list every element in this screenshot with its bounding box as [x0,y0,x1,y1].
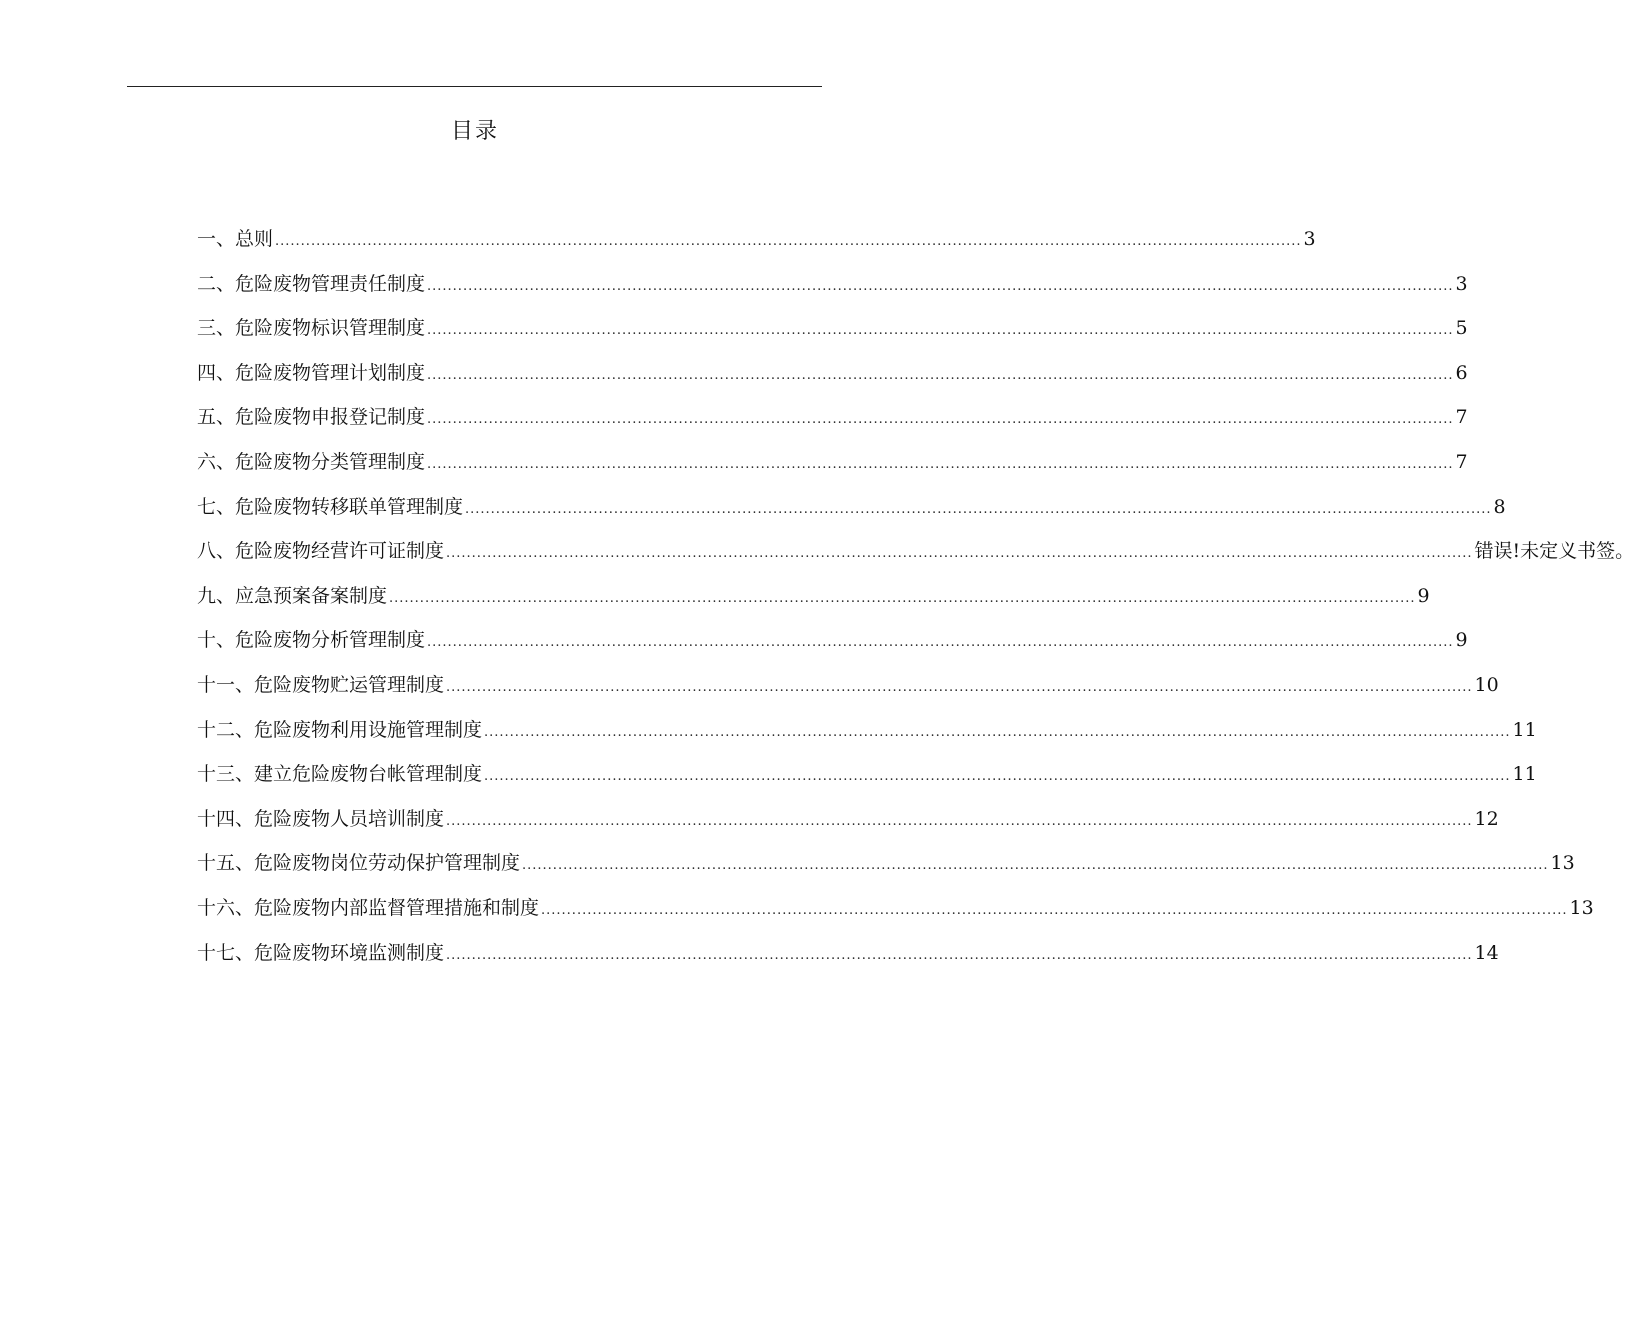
toc-dot-leader: ........................................................................................................................................................................................................ [465,501,1492,517]
toc-entry[interactable] [197,936,1499,981]
toc-dot-leader: ........................................................................................................................................................................................................ [446,546,1473,562]
toc-entry[interactable] [197,534,1634,579]
toc-entry-label: 十六、危险废物内部监督管理措施和制度 [197,896,540,919]
toc-entry-page: 9 [1455,629,1468,652]
toc-entry-label: 十七、危险废物环境监测制度 [197,941,445,964]
toc-entry[interactable] [197,668,1499,713]
toc-entry-label: 十二、危险废物利用设施管理制度 [197,718,483,741]
toc-entry[interactable] [197,579,1430,624]
toc-entry[interactable] [197,267,1468,312]
toc-entry-page: 3 [1455,272,1468,295]
toc-dot-leader: ........................................................................................................................................................................................................ [427,367,1454,383]
toc-entry-label: 四、危险废物管理计划制度 [197,361,426,384]
toc-dot-leader: ........................................................................................................................................................................................................ [427,635,1454,651]
toc-dot-leader: ........................................................................................................................................................................................................ [427,323,1454,339]
toc-entry-page: 10 [1474,673,1499,696]
toc-entry-page: 7 [1455,406,1468,429]
toc-dot-leader: ........................................................................................................................................................................................................ [484,724,1511,740]
toc-entry-label: 十、危险废物分析管理制度 [197,629,426,652]
toc-entry-label: 七、危险废物转移联单管理制度 [197,495,464,518]
toc-entry-label: 五、危险废物申报登记制度 [197,406,426,429]
toc-entry-label: 九、应急预案备案制度 [197,584,388,607]
toc-entry[interactable] [197,445,1468,490]
toc-entry-page: 8 [1493,495,1506,518]
toc-dot-leader: ........................................................................................................................................................................................................ [484,769,1511,785]
toc-entry-label: 三、危险废物标识管理制度 [197,317,426,340]
header-rule [127,86,822,87]
toc-entry-label: 十五、危险废物岗位劳动保护管理制度 [197,852,521,875]
toc-dot-leader: ........................................................................................................................................................................................................ [446,813,1473,829]
toc-entry-page: 13 [1569,896,1594,919]
toc-entry[interactable] [197,757,1537,802]
page-title: 目录 [450,119,499,144]
toc-entry-page: 6 [1455,361,1468,384]
toc-entry-page: 14 [1474,941,1499,964]
toc-entry[interactable] [197,356,1468,401]
toc-entry-page: 13 [1550,852,1575,875]
toc-entry[interactable] [197,846,1575,891]
toc-dot-leader: ........................................................................................................................................................................................................ [427,278,1454,294]
toc-dot-leader: ........................................................................................................................................................................................................ [275,234,1302,249]
toc-entry[interactable] [197,623,1468,668]
toc-entry-page: 错误!未定义书签。 [1474,540,1634,563]
toc-dot-leader: ........................................................................................................................................................................................................ [389,590,1416,606]
toc-entry-page: 7 [1455,450,1468,473]
toc-entry[interactable] [197,891,1594,936]
toc-entry[interactable] [197,802,1499,847]
toc-entry[interactable] [197,713,1537,758]
toc-entry-page: 5 [1455,317,1468,340]
toc-dot-leader: ........................................................................................................................................................................................................ [427,412,1454,428]
toc-entry-page: 3 [1303,228,1316,250]
toc-entry[interactable] [197,400,1468,445]
toc-entry[interactable] [197,490,1506,535]
toc-entry-label: 十一、危险废物贮运管理制度 [197,673,445,696]
toc-entry-page: 11 [1512,718,1537,741]
toc-dot-leader: ........................................................................................................................................................................................................ [427,456,1454,472]
toc-entry-page: 11 [1512,763,1537,786]
toc-dot-leader: ........................................................................................................................................................................................................ [522,858,1549,874]
toc-dot-leader: ........................................................................................................................................................................................................ [446,947,1473,963]
toc-entry-label: 一、总则 [197,228,274,250]
toc-dot-leader: ........................................................................................................................................................................................................ [541,902,1568,918]
table-of-contents [197,222,1634,980]
toc-entry[interactable] [197,311,1468,356]
toc-entry-label: 十四、危险废物人员培训制度 [197,807,445,830]
toc-entry[interactable] [197,222,1316,267]
toc-entry-label: 十三、建立危险废物台帐管理制度 [197,763,483,786]
toc-entry-page: 9 [1417,584,1430,607]
toc-entry-label: 八、危险废物经营许可证制度 [197,540,445,563]
toc-entry-label: 二、危险废物管理责任制度 [197,272,426,295]
toc-dot-leader: ........................................................................................................................................................................................................ [446,679,1473,695]
toc-entry-label: 六、危险废物分类管理制度 [197,450,426,473]
toc-entry-page: 12 [1474,807,1499,830]
